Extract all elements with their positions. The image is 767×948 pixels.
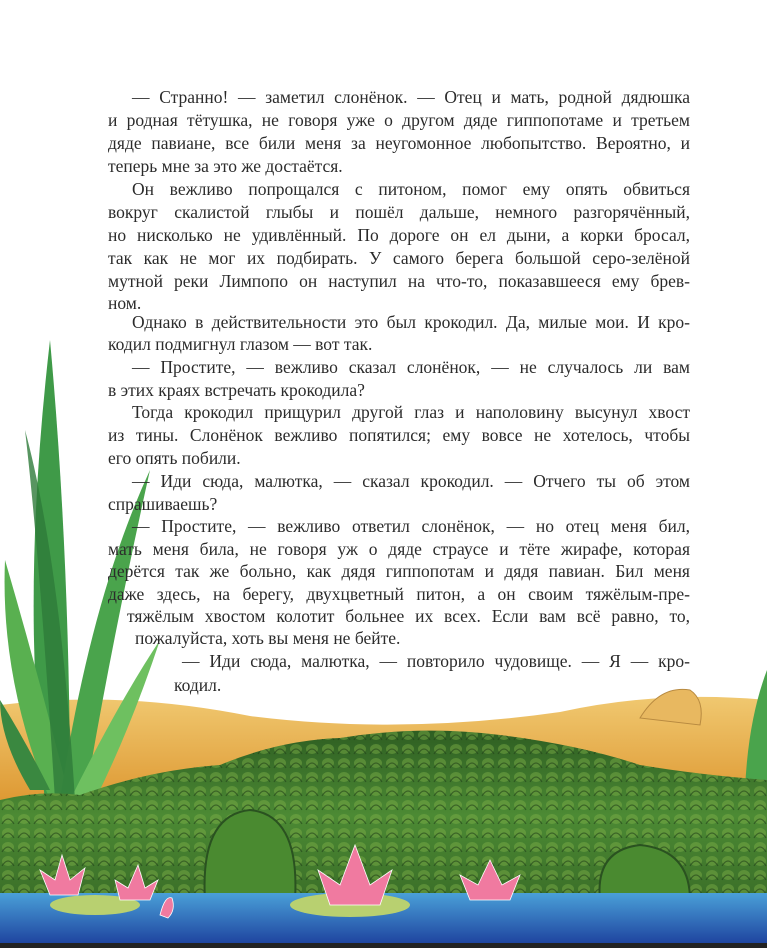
text-line: мутной реки Лимпопо он наступил на что-то, показавшееся ему брев- [108,271,690,291]
text-line: — Простите, — вежливо сказал слонёнок, — не случалось ли вам [132,357,690,377]
text-line: вокруг скалистой глыбы и пошёл дальше, немного разгорячённый, [108,202,690,222]
text-line: его опять побили. [108,448,241,468]
text-line: — Странно! — заметил слонёнок. — Отец и мать, родной дядюшка [132,87,690,107]
text-line: так как не мог их подбирать. У самого берега большой серо-зелёной [108,248,690,268]
text-line: мать меня била, не говоря уж о дяде страусе и тёте жирафе, которая [108,539,690,559]
text-line: но нисколько не удивлённый. По дороге он ел дыни, а корки бросал, [108,225,690,245]
text-line: Он вежливо попрощался с питоном, помог ему опять обвиться [132,179,690,199]
text-line: — Иди сюда, малютка, — сказал крокодил. — Отчего ты об этом [132,471,690,491]
text-line: кодил подмигнул глазом — вот так. [108,334,373,354]
text-line: ном. [108,293,142,313]
text-line: пожалуйста, хоть вы меня не бейте. [135,628,401,648]
text-line: спрашиваешь? [108,494,218,514]
text-line: в этих краях встречать крокодила? [108,380,365,400]
text-line: Тогда крокодил прищурил другой глаз и наполовину высунул хвост [132,402,690,422]
text-line: дяде павиане, все били меня за неугомонное любопытство. Вероятно, и [108,133,690,153]
text-line: кодил. [174,675,222,695]
text-line: — Иди сюда, малютка, — повторило чудовище. — Я — кро- [182,651,690,671]
text-line: из тины. Слонёнок вежливо попятился; ему вовсе не хотелось, чтобы [108,425,690,445]
text-line: — Простите, — вежливо ответил слонёнок, — но отец меня бил, [132,516,690,536]
text-line: даже здесь, на берегу, двухцветный питон, а он своим тяжёлым-пре- [108,584,690,604]
text-line: тяжёлым хвостом колотит больнее их всех. Если вам всё равно, то, [127,606,690,626]
text-line: и родная тётушка, не говоря уже о другом дяде гиппопотаме и третьем [108,110,690,130]
text-line: дерётся так же больно, как дядя гиппопотам и дядя павиан. Бил меня [108,561,690,581]
text-line: Однако в действительности это был крокодил. Да, милые мои. И кро- [132,312,690,332]
text-line: теперь мне за это же достаётся. [108,156,343,176]
